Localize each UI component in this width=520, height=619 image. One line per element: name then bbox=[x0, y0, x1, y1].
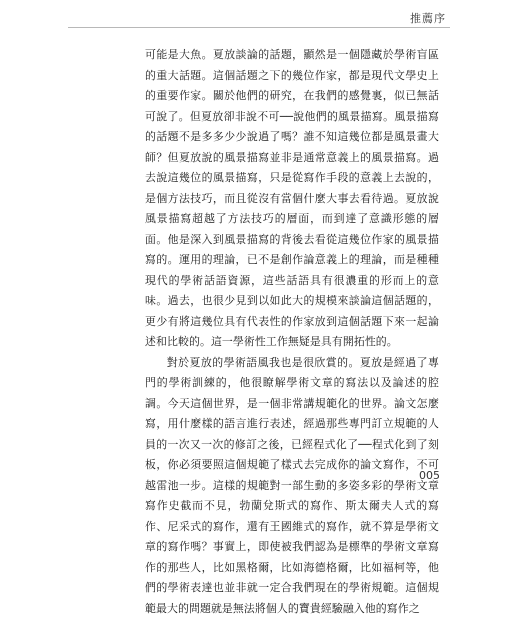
header-rule bbox=[68, 27, 450, 28]
page-number: 005 bbox=[419, 469, 440, 482]
running-header: 推薦序 bbox=[410, 10, 446, 26]
body-text bbox=[145, 45, 439, 619]
paragraph-continued: 可能是大魚。夏放談論的話題，顯然是一個隱藏於學術盲區的重大話題。這個話題之下的幾位作家，都是現代文學史上的重要作家。關於他們的研究，在我們的感覺裏，似已無話可說了。但夏放卻非說不可──說他們的風景描寫。風景描寫的話題不是多多少少說過了嗎？誰不知這幾位都是風景畫大師？但夏放說的風景描寫並非是通常意義上的風景描寫。過去說這幾位的風景描寫，只是從寫作手段的意義上去說的，是個方法技巧，而且從沒有當個什麼大事去看待過。夏放說風景描寫超越了方法技巧的層面，而到達了意識形態的層面。他是深入到風景描寫的背後去看從這幾位作家的風景描寫的。運用的理論，已不是創作論意義上的理論，而是種種現代的學術話語資源，這些話語具有很濃重的形而上的意味。過去，也很少見到以如此大的規模來談論這個話題的，更少有將這幾位具有代表性的作家放到這個話題下來一起論述和比較的。這一學術性工作無疑是具有開拓性的。 bbox=[145, 45, 439, 353]
paragraph: 對於夏放的學術語風我也是很欣賞的。夏放是經過了專門的學術訓練的，他很瞭解學術文章的寫法以及論述的腔調。今天這個世界，是一個非常講規範化的世界。論文怎麼寫，用什麼樣的語言進行表述，經過那些專門訂立規範的人員的一次又一次的修訂之後，已經程式化了──程式化到了刻板，你必須要照這個規範了樣式去完成你的論文寫作，不可越雷池一步。這樣的規範對一部生動的多姿多彩的學術文章寫作史截而不見，勃蘭兌斯式的寫作、斯太爾夫人式的寫作、尼采式的寫作，還有王國維式的寫作，就不算是學術文章的寫作嗎？事實上，即使被我們認為是標準的學術文章寫作的那些人，比如黑格爾，比如海德格爾，比如福柯等，他們的學術表達也並非就一定合我們現在的學術規範。這個規範最大的問題就是無法將個人的寶貴經驗融入他的寫作之 bbox=[145, 353, 439, 619]
